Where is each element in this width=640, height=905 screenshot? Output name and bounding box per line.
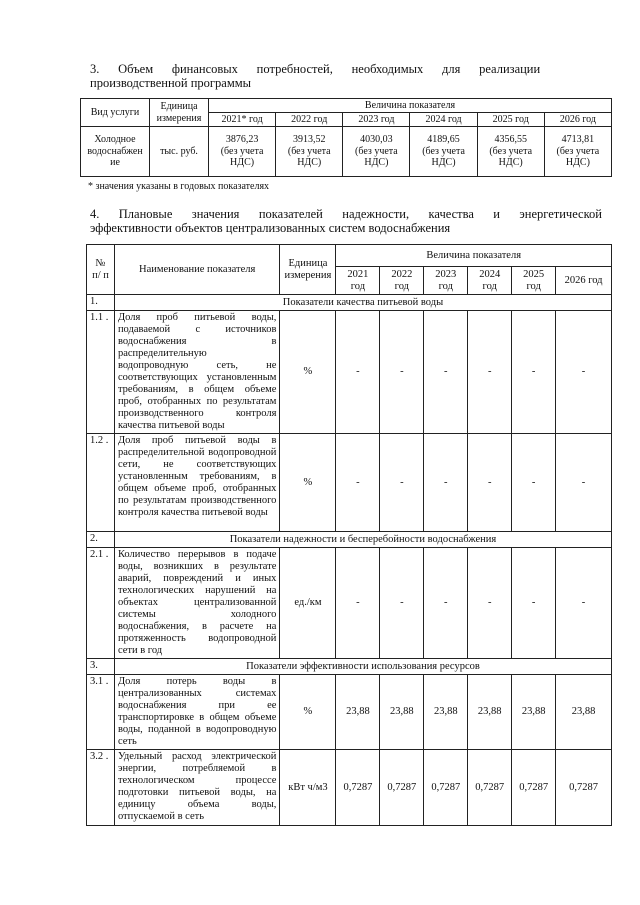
year-header: 2024 год (468, 267, 512, 295)
row-value: - (336, 434, 380, 532)
value-cell: 3876,23 (без учета НДС) (209, 127, 276, 177)
row-name: Количество перерывов в подаче воды, возникших в результате аварий, повреждений и иных технологических нарушений на объектах централизованной системы холодного водоснабжения, в расчете на протяженность водопроводной сети в год (114, 548, 280, 659)
row-unit: % (280, 311, 336, 434)
row-num: 3.1 . (87, 675, 115, 750)
row-value: - (424, 311, 468, 434)
year-header: 2025 год (477, 113, 544, 127)
year-header: 2023 год (424, 267, 468, 295)
section-row (87, 532, 612, 548)
table-row (87, 548, 612, 659)
col-value-header: Величина показателя (336, 245, 612, 267)
financial-needs-table (80, 98, 612, 177)
section-3-heading (90, 62, 602, 90)
section-num: 3. (87, 659, 115, 675)
row-name: Доля проб питьевой воды в распределительной водопроводной сети, не соответствующих установленным требованиям, в общем объеме проб, отобранных по результатам производственного контроля качества питьевой воды (114, 434, 280, 532)
section-row (87, 295, 612, 311)
section-row (87, 659, 612, 675)
year-header: 2021* год (209, 113, 276, 127)
row-num: 1.2 . (87, 434, 115, 532)
row-value: - (556, 311, 612, 434)
row-value: 0,7287 (336, 750, 380, 826)
row-value: 23,88 (336, 675, 380, 750)
year-header: 2022 год (380, 267, 424, 295)
row-value: 0,7287 (512, 750, 556, 826)
year-header: 2023 год (343, 113, 410, 127)
year-header: 2025 год (512, 267, 556, 295)
row-value: - (424, 548, 468, 659)
row-value: - (380, 311, 424, 434)
value-cell: 4189,65 (без учета НДС) (410, 127, 477, 177)
row-value: - (556, 548, 612, 659)
row-value: - (512, 311, 556, 434)
row-value: - (468, 548, 512, 659)
col-num-header: № п/ п (87, 245, 115, 295)
row-value: 23,88 (424, 675, 468, 750)
row-name: Доля проб питьевой воды, подаваемой с источников водоснабжения в распределительную водопроводную сеть, не соответствующих установленным требованиям, в общем объеме проб, отобранных по результатам производственного контроля качества питьевой воды (114, 311, 280, 434)
table-row (87, 750, 612, 826)
row-num: 2.1 . (87, 548, 115, 659)
year-header: 2021 год (336, 267, 380, 295)
indicators-table (86, 244, 612, 826)
row-value: - (468, 311, 512, 434)
table-row (87, 311, 612, 434)
row-value: 23,88 (468, 675, 512, 750)
table-row (87, 434, 612, 532)
table1-footnote: * значения указаны в годовых показателях (88, 181, 270, 192)
row-value: 23,88 (512, 675, 556, 750)
col-name-header: Наименование показателя (114, 245, 280, 295)
value-cell: 3913,52 (без учета НДС) (276, 127, 343, 177)
col-service-header: Вид услуги (81, 99, 150, 127)
service-cell: Холодное водоснабжен ие (81, 127, 150, 177)
row-value: 23,88 (380, 675, 424, 750)
section-3-heading-line1: 3. Объем финансовых потребностей, необходимых для реализации (90, 62, 541, 76)
row-value: - (512, 548, 556, 659)
row-unit: % (280, 434, 336, 532)
row-value: 0,7287 (380, 750, 424, 826)
row-unit: ед./км (280, 548, 336, 659)
table-row (87, 675, 612, 750)
row-value: 0,7287 (468, 750, 512, 826)
section-num: 2. (87, 532, 115, 548)
section-num: 1. (87, 295, 115, 311)
year-header: 2022 год (276, 113, 343, 127)
year-header: 2026 год (544, 113, 611, 127)
unit-cell: тыс. руб. (150, 127, 209, 177)
row-num: 3.2 . (87, 750, 115, 826)
row-value: - (380, 434, 424, 532)
row-value: - (468, 434, 512, 532)
section-title: Показатели эффективности использования ресурсов (114, 659, 611, 675)
row-unit: % (280, 675, 336, 750)
col-unit-header: Единица измерения (150, 99, 209, 127)
row-value: - (336, 311, 380, 434)
row-name: Доля потерь воды в централизованных системах водоснабжения при ее транспортировке в общем объеме воды, поданной в водопроводную сеть (114, 675, 280, 750)
row-value: - (336, 548, 380, 659)
section-title: Показатели качества питьевой воды (114, 295, 611, 311)
row-value: - (556, 434, 612, 532)
col-unit-header: Единица измерения (280, 245, 336, 295)
value-cell: 4713,81 (без учета НДС) (544, 127, 611, 177)
row-unit: кВт ч/м3 (280, 750, 336, 826)
section-title: Показатели надежности и бесперебойности водоснабжения (114, 532, 611, 548)
section-4-heading: 4. Плановые значения показателей надежности, качества и энергетической эффективности объектов централизованных систем водоснабжения (90, 207, 606, 235)
value-cell: 4030,03 (без учета НДС) (343, 127, 410, 177)
value-cell: 4356,55 (без учета НДС) (477, 127, 544, 177)
table-row (81, 127, 612, 177)
col-value-header: Величина показателя (209, 99, 612, 113)
row-value: - (424, 434, 468, 532)
row-name: Удельный расход электрической энергии, потребляемой в технологическом процессе подготовки питьевой воды, на единицу объема воды, отпускаемой в сеть (114, 750, 280, 826)
row-num: 1.1 . (87, 311, 115, 434)
year-header: 2026 год (556, 267, 612, 295)
year-header: 2024 год (410, 113, 477, 127)
row-value: 23,88 (556, 675, 612, 750)
row-value: 0,7287 (556, 750, 612, 826)
row-value: - (380, 548, 424, 659)
row-value: 0,7287 (424, 750, 468, 826)
row-value: - (512, 434, 556, 532)
section-3-heading-line2: производственной программы (90, 76, 252, 90)
